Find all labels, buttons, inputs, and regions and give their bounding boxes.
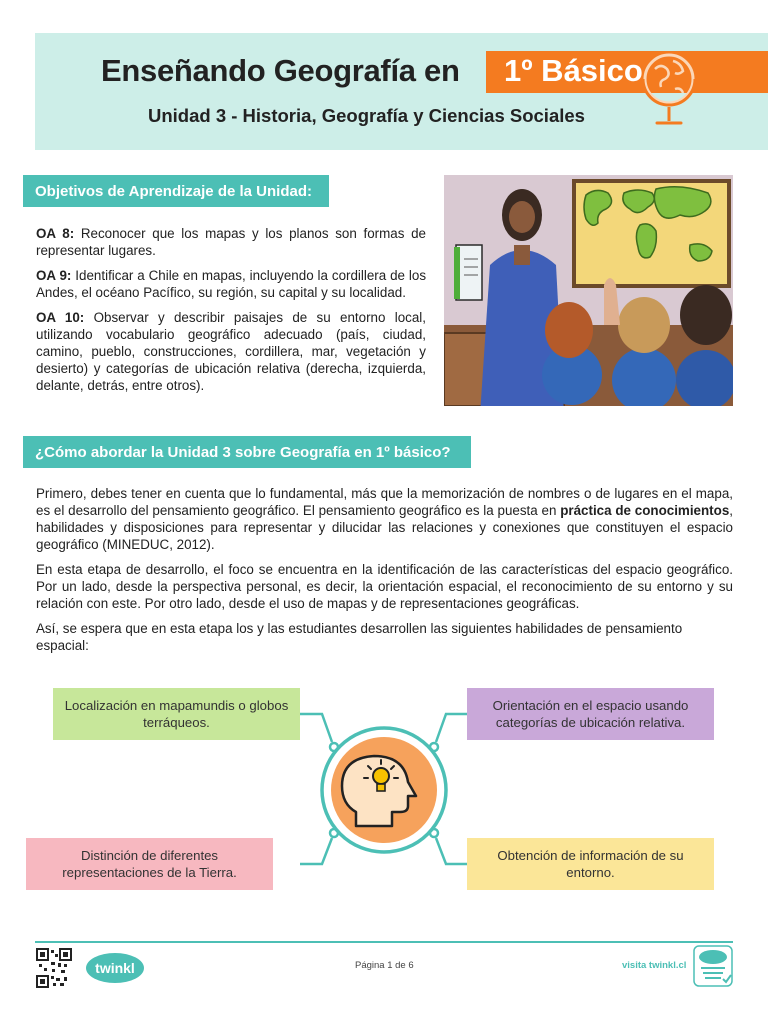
svg-text:twinkl: twinkl [95,960,135,976]
skill-localization [53,688,300,740]
grade-badge-text: 1º Básico [504,53,643,88]
skill-text: Localización en mapamundis o globos terráqueos. [64,698,289,730]
visit-website-link[interactable]: visita twinkl.cl [622,960,687,971]
objective-code: OA 8: [36,226,75,241]
objectives-heading-text: Objetivos de Aprendizaje de la Unidad: [35,182,312,200]
objective-text: Reconocer que los mapas y los planos son formas de representar lugares. [36,226,426,258]
paragraph-bold-text: práctica de conocimientos [560,503,730,518]
quality-approved-badge-icon [693,945,733,987]
paragraph-text: , habilidades y disposiciones para representar y dilucidar las relaciones y conexiones que constituyen el espacio geográfico (MINEDUC, 2012). [36,503,733,552]
page-subtitle: Unidad 3 - Historia, Geografía y Ciencias Sociales [148,105,585,126]
skill-text: Obtención de información de su entorno. [497,848,684,880]
approach-paragraph-3: Así, se espera que en esta etapa los y las estudiantes desarrollen las siguientes habilidades de pensamiento espacial: [36,621,683,653]
twinkl-logo [85,951,145,984]
objective-code: OA 9: [36,268,72,283]
skill-information [467,838,714,890]
skill-representations [26,838,273,890]
objective-code: OA 10: [36,310,85,325]
footer-divider [35,941,733,943]
objective-text: Observar y describir paisajes de su entorno local, utilizando vocabulario geográfico adecuado (país, ciudad, camino, pueblo, construcciones, cordillera, mar, vegetación y desierto) y categorías de ubicación relativa (derecha, izquierda, delante, detrás, entre otros). [36,310,426,393]
skill-text: Orientación en el espacio usando categorías de ubicación relativa. [492,698,689,730]
qr-code-icon [36,948,72,988]
paragraph-text: Primero, debes tener en cuenta que lo fundamental, más que la memorización de nombres o de lugares en el mapa, es el desarrollo del pensamiento geográfico. El pensamiento geográfico es la puesta en [36,486,733,518]
approach-heading-text: ¿Cómo abordar la Unidad 3 sobre Geografía en 1º básico? [35,443,451,461]
approach-paragraph-2: En esta etapa de desarrollo, el foco se encuentra en la identificación de las características del espacio geográfico. Por un lado, desde la perspectiva personal, es decir, la orientación espacial, el reconocimiento de su entorno y su relación con este. Por otro lado, desde el uso de mapas y de representaciones geográficas. [36,562,733,611]
objective-text: Identificar a Chile en mapas, incluyendo la cordillera de los Andes, el océano Pacífico, su región, su capital y su localidad. [36,268,427,300]
page-title: Enseñando Geografía en [101,53,460,88]
skill-text: Distinción de diferentes representaciones de la Tierra. [62,848,237,880]
page-number: Página 1 de 6 [355,960,414,971]
skill-orientation [467,688,714,740]
